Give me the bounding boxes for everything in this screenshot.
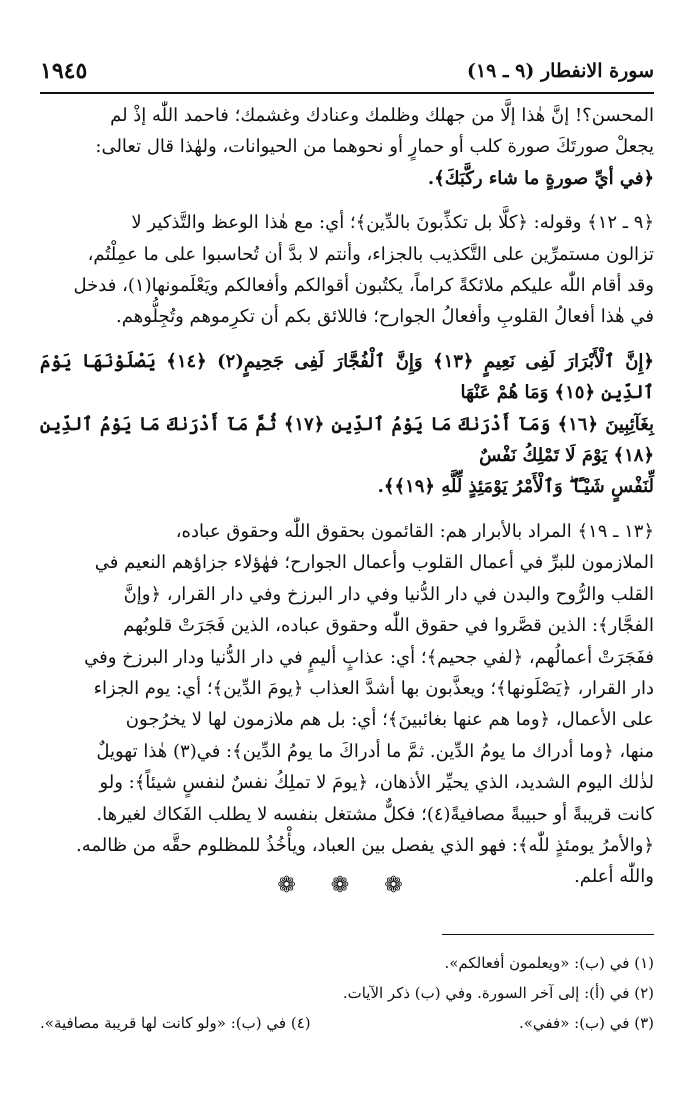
quran-verse-line: لِّنَفْسٍ شَيْـًٔا ۖ وَٱلْأَمْرُ يَوْمَئِذٍ لِّلَّهِ ﴿١٩﴾﴾. <box>377 476 654 498</box>
text-line: القلب والرُّوح والبدن في دار الدُّنيا وفي دار البرزخ وفي دار القرار، ﴿وإنَّ <box>123 583 654 605</box>
text-line: على الأعمال، ﴿وما هم عنها بغائبينَ﴾؛ أي: بل هم ملازمون لها لا يخرُجون <box>125 709 654 731</box>
footnote-divider <box>442 934 654 935</box>
text-line: لذٰلك اليوم الشديد، الذي يحيِّر الأذهان، ﴿يومَ لا تملِكُ نفسٌ لنفسٍ شيئاً﴾: ولو <box>99 772 654 794</box>
footnote-4: (٤) في (ب): «ولو كانت لها قريبة مصافية». <box>40 1014 311 1032</box>
text-line: تزالون مستمرِّين على التَّكذيب بالجزاء، وأنتم لا بدَّ أن تُحاسبوا على ما عمِلْتُم، <box>87 243 654 265</box>
paragraph-gap <box>40 333 654 346</box>
quran-verse-line: ﴿إِنَّ ٱلْأَبْرَارَ لَفِى نَعِيمٍ ﴿١٣﴾ وَإِنَّ ٱلْفُجَّارَ لَفِى جَحِيمٍ(٢) ﴿١٤﴾ يَصْلَوْنَهَا يَوْمَ ٱلدِّينِ ﴿١٥﴾ وَمَا هُمْ عَنْهَا <box>40 350 654 404</box>
text-line: ﴿والأمرُ يومئذٍ للّٰه﴾: فهو الذي يفصل بين العباد، ويأْخُذُ للمظلوم حقَّه من ظالمه. <box>76 834 654 856</box>
text-line: الفجَّار﴾: الذين قصَّروا في حقوق اللّٰه وحقوق عباده، الذين فَجَرَتْ قلوبُهم <box>123 615 654 637</box>
text-line: وقد أقام اللّٰه عليكم ملائكةً كراماً، يكتُبون أقوالكم وأفعالكم ويَعْلَمونها(١)، فدخل <box>73 275 654 297</box>
section-separator: ❁ ❁ ❁ <box>277 873 417 898</box>
footnote-1: (١) في (ب): «ويعلمون أفعالكم». <box>444 954 654 972</box>
tafsir-body <box>40 100 654 893</box>
text-line: المحسن؟! إنَّ هٰذا إلَّا من جهلك وظلمك وعنادك وغشمك؛ فاحمد اللّٰه إذْ لم <box>110 105 654 126</box>
text-line: واللّٰه أعلم. <box>574 866 654 888</box>
paragraph-gap <box>40 503 654 516</box>
footnote-2: (٢) في (أ): إلى آخر السورة. وفي (ب) ذكر الآيات. <box>342 984 654 1002</box>
header-divider <box>40 92 654 94</box>
text-line: ففَجَرَتْ أعمالُهم، ﴿لفي جحيم﴾؛ أي: عذابٍ أليمٍ في دار الدُّنيا ودار البرزخ وفي <box>84 646 654 668</box>
page-header <box>40 56 654 90</box>
text-line: كانت قريبةً أو حبيبةً مصافيةً(٤)؛ فكلٌّ مشتغل بنفسه لا يطلب الفَكاك لغيرها. <box>96 803 654 825</box>
text-line: دار القرار، ﴿يَصْلَونها﴾؛ ويعذَّبون بها أشدَّ العذاب ﴿يومَ الدِّين﴾؛ أي: يوم الجزاء <box>93 677 654 699</box>
text-line: ﴿١٣ ـ ١٩﴾ المراد بالأبرار هم: القائمون بحقوق اللّٰه وحقوق عباده، <box>175 520 654 542</box>
text-line: في هٰذا أفعالُ القلوبِ وأفعالُ الجوارح؛ فاللائق بكم أن تكرِموهم وتُجِلُّوهم. <box>116 306 654 328</box>
text-line: ﴿٩ ـ ١٢﴾ وقوله: ﴿كلَّا بل تكذِّبونَ بالدِّين﴾؛ أي: مع هٰذا الوعظ والتَّذكير لا <box>131 212 654 234</box>
footnotes <box>40 948 654 1038</box>
text-line: منها، ﴿وما أدراك ما يومُ الدِّين. ثمَّ ما أدراكَ ما يومُ الدِّين﴾: في(٣) هٰذا تهويلٌ <box>96 740 654 762</box>
text-line: الملازمون للبرِّ في أعمال القلوب وأعمال الجوارح؛ فهٰؤلاء جزاؤهم النعيم في <box>94 552 654 574</box>
quran-verse-line: بِغَآئِبِينَ ﴿١٦﴾ وَمَآ أَدْرَىٰكَ مَا يَوْمُ ٱلدِّينِ ﴿١٧﴾ ثُمَّ مَآ أَدْرَىٰكَ مَا يَوْمُ ٱلدِّينِ ﴿١٨﴾ يَوْمَ لَا تَمْلِكُ نَفْسٌ <box>40 413 654 467</box>
paragraph-gap <box>40 194 654 207</box>
text-line: يجعلْ صورتَكَ صورة كلب أو حمارٍ أو نحوهما من الحيوانات، ولهٰذا قال تعالى: <box>95 136 654 158</box>
page-number: ١٩٤٥ <box>40 58 88 84</box>
footnote-3: (٣) في (ب): «ففي». <box>518 1014 654 1032</box>
surah-title: سورة الانفطار (٩ ـ ١٩) <box>466 60 654 82</box>
quran-quote: ﴿في أيِّ صورةٍ ما شاء ركَّبَكَ﴾. <box>427 167 654 189</box>
